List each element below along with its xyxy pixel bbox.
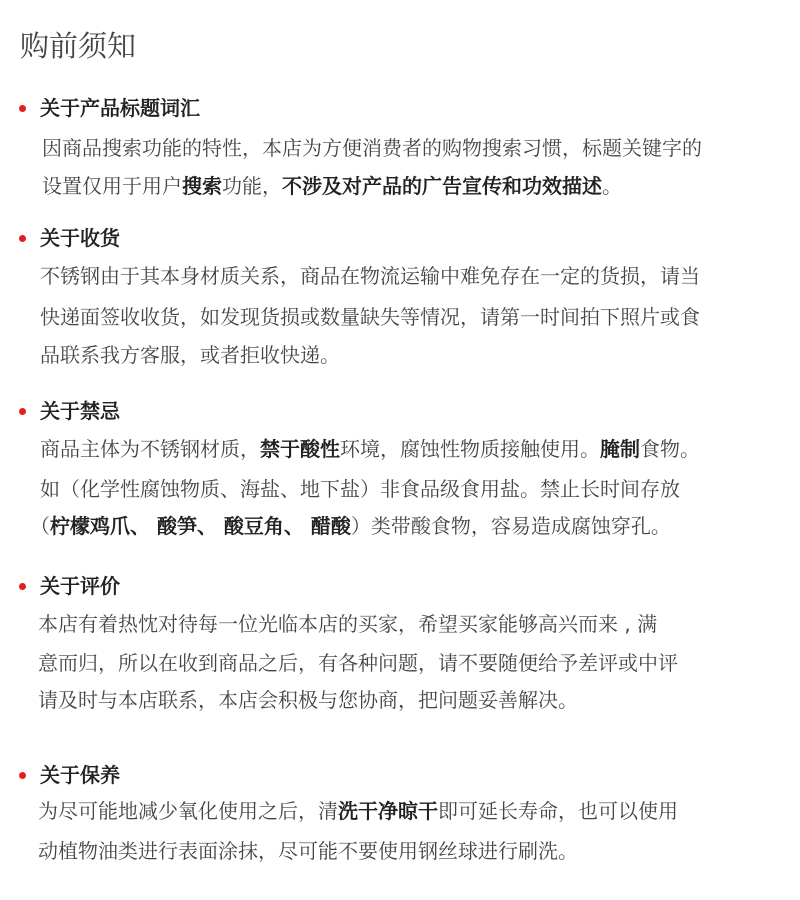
emphasized-text: 腌制 [600, 437, 640, 461]
section-text-line [40, 304, 700, 330]
text-segment: 环境，腐蚀性物质接触使用。 [340, 437, 600, 461]
text-segment: ）类带酸食物，容易造成腐蚀穿孔。 [350, 514, 671, 538]
section-text-line [30, 513, 671, 539]
text-segment: （ [30, 514, 50, 538]
section-heading: 关于保养 [40, 763, 120, 787]
bullet-dot-icon [19, 408, 26, 415]
section-text-line [38, 838, 578, 864]
bullet-dot-icon [19, 105, 26, 112]
text-segment: 因商品搜索功能的特性，本店为方便消费者的购物搜索习惯，标题关键字的 [42, 136, 702, 160]
section-heading: 关于收货 [40, 226, 120, 250]
text-segment: 。 [602, 174, 622, 198]
emphasized-text: 柠檬鸡爪、 酸笋、 酸豆角、 醋酸 [50, 514, 351, 538]
emphasized-text: 搜索 [182, 174, 222, 198]
text-segment: 即可延长寿命，也可以使用 [438, 799, 678, 823]
section-text-line [40, 476, 680, 502]
text-segment: 设置仅用于用户 [42, 174, 182, 198]
page-title: 购前须知 [20, 29, 137, 63]
text-segment: 功能， [222, 174, 282, 198]
section-text-line [40, 436, 700, 462]
text-segment: 本店有着热忱对待每一位光临本店的买家，希望买家能够高兴而来 , 满 [38, 612, 658, 636]
section-text-line [38, 611, 657, 637]
section-heading: 关于评价 [40, 574, 120, 598]
section-text-line [40, 263, 700, 289]
bullet-dot-icon [19, 772, 26, 779]
text-segment: 动植物油类进行表面涂抹，尽可能不要使用钢丝球进行刷洗。 [38, 839, 578, 863]
bullet-dot-icon [19, 583, 26, 590]
emphasized-text: 不涉及对产品的广告宣传和功效描述 [282, 174, 602, 198]
emphasized-text: 洗干净晾干 [338, 799, 438, 823]
text-segment: 商品主体为不锈钢材质， [40, 437, 260, 461]
emphasized-text: 禁于酸性 [260, 437, 340, 461]
section-text-line [38, 650, 678, 676]
section-text-line [42, 173, 622, 199]
section-text-line [40, 342, 340, 368]
text-segment: 请及时与本店联系，本店会积极与您协商，把问题妥善解决。 [38, 688, 578, 712]
text-segment: 品联系我方客服，或者拒收快递。 [40, 343, 340, 367]
text-segment: 意而归，所以在收到商品之后，有各种问题，请不要随便给予差评或中评 [38, 651, 678, 675]
section-heading: 关于产品标题词汇 [40, 96, 200, 120]
text-segment: 食物。 [640, 437, 700, 461]
section-text-line [42, 135, 702, 161]
text-segment: 如（化学性腐蚀物质、海盐、地下盐）非食品级食用盐。禁止长时间存放 [40, 477, 680, 501]
section-text-line [38, 687, 578, 713]
text-segment: 快递面签收收货，如发现货损或数量缺失等情况，请第一时间拍下照片或食 [40, 305, 700, 329]
section-text-line [38, 798, 678, 824]
text-segment: 为尽可能地减少氧化使用之后，清 [38, 799, 338, 823]
bullet-dot-icon [19, 235, 26, 242]
text-segment: 不锈钢由于其本身材质关系，商品在物流运输中难免存在一定的货损，请当 [40, 264, 700, 288]
section-heading: 关于禁忌 [40, 399, 120, 423]
